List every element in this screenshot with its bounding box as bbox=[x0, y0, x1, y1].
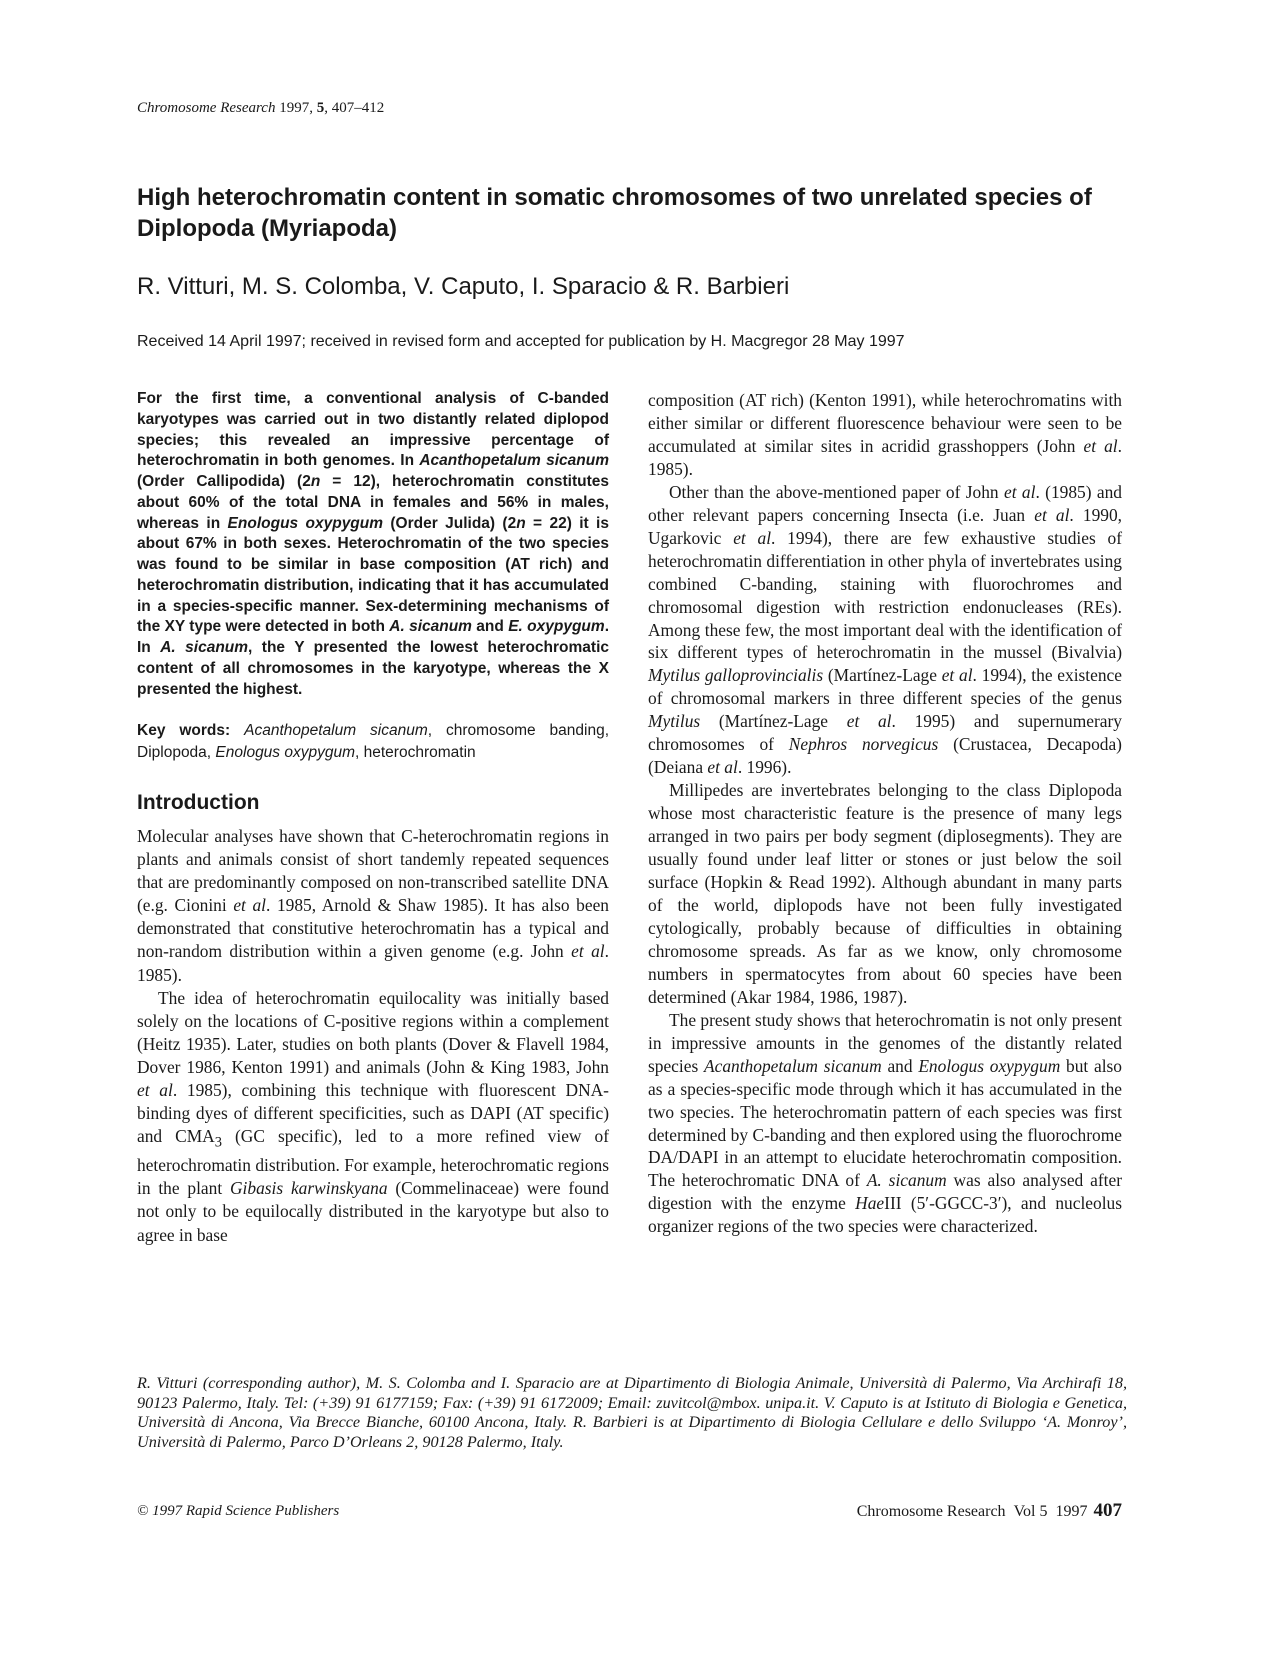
copyright-notice: © 1997 Rapid Science Publishers bbox=[137, 1503, 340, 1519]
running-head-volume: 5 bbox=[316, 100, 325, 116]
page-number: 407 bbox=[1093, 1500, 1122, 1521]
received-dates: Received 14 April 1997; received in revised form and accepted for publication by H. Macgregor 28 May 1997 bbox=[137, 333, 905, 350]
paragraph: Molecular analyses have shown that C-heterochromatin regions in plants and animals consist of short tandemly repeated sequences that are predominantly composed on non-transcribed satellite DNA (e.g. Cionini et al. 1985, Arnold & Shaw 1985). It has also been demonstrated that constitutive heterochromatin has a typical and non-random distribution within a given genome (e.g. John et al. 1985). bbox=[137, 826, 609, 985]
paragraph: Millipedes are invertebrates belonging to the class Diplopoda whose most characteristic feature is the presence of many legs arranged in two pairs per body segment (diplosegments). They are usually found under leaf litter or stones or just below the soil surface (Hopkin & Read 1992). Although abundant in many parts of the world, diplopods have not been fully investigated cytologically, probably because of difficulties in obtaining chromosome spreads. As far as we know, only chromosome numbers in spermatocytes from about 60 species have been determined (Akar 1984, 1986, 1987). bbox=[648, 780, 1122, 1007]
page-footer bbox=[857, 1500, 1122, 1522]
right-column bbox=[648, 389, 1122, 1238]
keywords-label: Key words: bbox=[137, 722, 231, 740]
footer-journal: Chromosome Research bbox=[856, 1503, 1006, 1520]
section-heading-introduction: Introduction bbox=[137, 791, 260, 815]
paragraph: Other than the above-mentioned paper of John et al. (1985) and other relevant papers concerning Insecta (i.e. Juan et al. 1990, Ugarkovic et al. 1994), there are few exhaustive studies of heterochromatin differentiation in other phyla of invertebrates using combined C-banding, staining with fluorochromes and chromosomal digestion with restriction endonucleases (REs). Among these few, the most important deal with the identification of six different types of heterochromatin in the mussel (Bivalvia) Mytilus galloprovincialis (Martínez-Lage et al. 1994), the existence of chromosomal markers in three different species of the genus Mytilus (Martínez-Lage et al. 1995) and supernumerary chromosomes of Nephros norvegicus (Crustacea, Decapoda) (Deiana et al. 1996). bbox=[648, 481, 1122, 778]
running-head bbox=[137, 100, 384, 117]
running-head-journal: Chromosome Research bbox=[137, 100, 276, 116]
left-column bbox=[137, 389, 609, 1247]
abstract: For the first time, a conventional analysis of C-banded karyotypes was carried out in two distantly related diplopod species; this revealed an impressive percentage of heterochromatin in both genomes. In Acanthopetalum sicanum (Order Callipodida) (2n = 12), heterochromatin constitutes about 60% of the total DNA in females and 56% in males, whereas in Enologus oxypygum (Order Julida) (2n = 22) it is about 67% in both sexes. Heterochromatin of the two species was found to be similar in base composition (AT rich) and heterochromatin distribution, indicating that it has accumulated in a species-specific manner. Sex-determining mechanisms of the XY type were detected in both A. sicanum and E. oxypygum. In A. sicanum, the Y presented the lowest heterochromatic content of all chromosomes in the karyotype, whereas the X presented the highest. bbox=[137, 390, 609, 698]
author-list: R. Vitturi, M. S. Colomba, V. Caputo, I. Sparacio & R. Barbieri bbox=[137, 273, 790, 300]
footer-volume: Vol 5 bbox=[1013, 1503, 1048, 1520]
footer-year: 1997 bbox=[1055, 1503, 1088, 1520]
paragraph: composition (AT rich) (Kenton 1991), while heterochromatins with either similar or different fluorescence behaviour were seen to be accumulated at similar sites in acridid grasshoppers (John et al. 1985). bbox=[648, 390, 1122, 479]
author-affiliations-footnote: R. Vitturi (corresponding author), M. S. Colomba and I. Sparacio are at Dipartimento di Biologia Animale, Università di Palermo, Via Archirafi 18, 90123 Palermo, Italy. Tel: (+39) 91 6177159; Fax: (+39) 91 6172009; Email: zuvitcol@mbox. unipa.it. V. Caputo is at Istituto di Biologia e Genetica, Università di Ancona, Via Brecce Bianche, 60100 Ancona, Italy. R. Barbieri is at Dipartimento di Biologia Cellulare e dello Sviluppo ‘A. Monroy’, Università di Palermo, Parco D’Orleans 2, 90128 Palermo, Italy. bbox=[137, 1374, 1127, 1451]
article-title: High heterochromatin content in somatic chromosomes of two unrelated species of Diplopoda (Myriapoda) bbox=[137, 184, 1092, 242]
keywords: Key words: Acanthopetalum sicanum, chromosome banding, Diplopoda, Enologus oxypygum, heterochromatin bbox=[137, 722, 609, 762]
running-head-year: 1997, bbox=[279, 100, 313, 116]
paragraph: The idea of heterochromatin equilocality was initially based solely on the locations of C-positive regions within a complement (Heitz 1935). Later, studies on both plants (Dover & Flavell 1984, Dover 1986, Kenton 1991) and animals (John & King 1983, John et al. 1985), combining this technique with fluorescent DNA-binding dyes of different specificities, such as DAPI (AT specific) and $CMA_3$ (GC specific), led to a more refined view of heterochromatin distribution. For example, heterochromatic regions in the plant Gibasis karwinskyana (Commelinaceae) were found not only to be equilocally distributed in the karyotype but also to agree in base bbox=[137, 987, 609, 1245]
running-head-pages: , 407–412 bbox=[324, 100, 385, 116]
paragraph: The present study shows that heterochromatin is not only present in impressive amounts in the genomes of the distantly related species Acanthopetalum sicanum and Enologus oxypygum but also as a species-specific mode through which it has accumulated in the two species. The heterochromatin pattern of each species was first determined by C-banding and then explored using the fluorochrome DA/DAPI in an attempt to elucidate heterochromatin composition. The heterochromatic DNA of A. sicanum was also analysed after digestion with the enzyme HaeIII (5′-GGCC-3′), and nucleolus organizer regions of the two species were characterized. bbox=[648, 1009, 1123, 1237]
